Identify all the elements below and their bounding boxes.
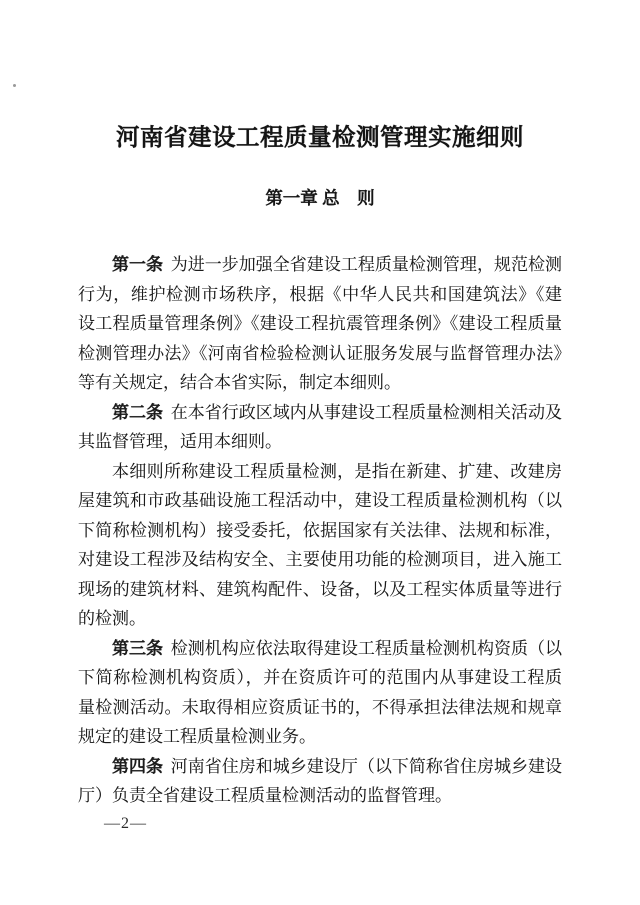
paragraph-article-4 <box>78 752 562 811</box>
article-number: 第二条 <box>112 402 164 422</box>
article-number: 第一条 <box>112 255 164 274</box>
paragraph-text: 河南省住房和城乡建设厅（以下简称省住房城乡建设厅）负责全省建设工程质量检测活动的监督管理。 <box>78 756 563 805</box>
paragraph-article-3 <box>78 634 562 752</box>
paragraph-text: 检测机构应依法取得建设工程质量检测机构资质（以下简称检测机构资质），并在资质许可的范围内从事建设工程质量检测活动。未取得相应资质证书的，不得承担法律法规和规章规定的建设工程质量检测业务。 <box>78 638 563 746</box>
paragraph-article-2 <box>78 398 562 457</box>
document-body <box>0 250 640 811</box>
paragraph-article-2-continuation <box>78 457 562 634</box>
document-title: 河南省建设工程质量检测管理实施细则 <box>116 125 524 151</box>
paragraph-text: 在本省行政区域内从事建设工程质量检测相关活动及其监督管理，适用本细则。 <box>78 402 563 451</box>
paragraph-article-1 <box>78 250 562 398</box>
article-number: 第四条 <box>112 756 164 776</box>
page-number: —2— <box>104 814 147 832</box>
article-number: 第三条 <box>112 638 164 658</box>
paragraph-text: 为进一步加强全省建设工程质量检测管理，规范检测行为，维护检测市场秩序，根据《中华人民共和国建筑法》《建设工程质量管理条例》《建设工程抗震管理条例》《建设工程质量检测管理办法》《河南省检验检测认证服务发展与监督管理办法》等有关规定，结合本省实际，制定本细则。 <box>78 255 563 392</box>
paragraph-text: 本细则所称建设工程质量检测，是指在新建、扩建、改建房屋建筑和市政基础设施工程活动中，建设工程质量检测机构（以下简称检测机构）接受委托，依据国家有关法律、法规和标准，对建设工程涉及结构安全、主要使用功能的检测项目，进入施工现场的建筑材料、建筑构配件、设备，以及工程实体质量等进行的检测。 <box>78 461 562 628</box>
chapter-heading: 第一章 总 则 <box>265 188 375 208</box>
scan-artifact-dot <box>13 84 16 87</box>
